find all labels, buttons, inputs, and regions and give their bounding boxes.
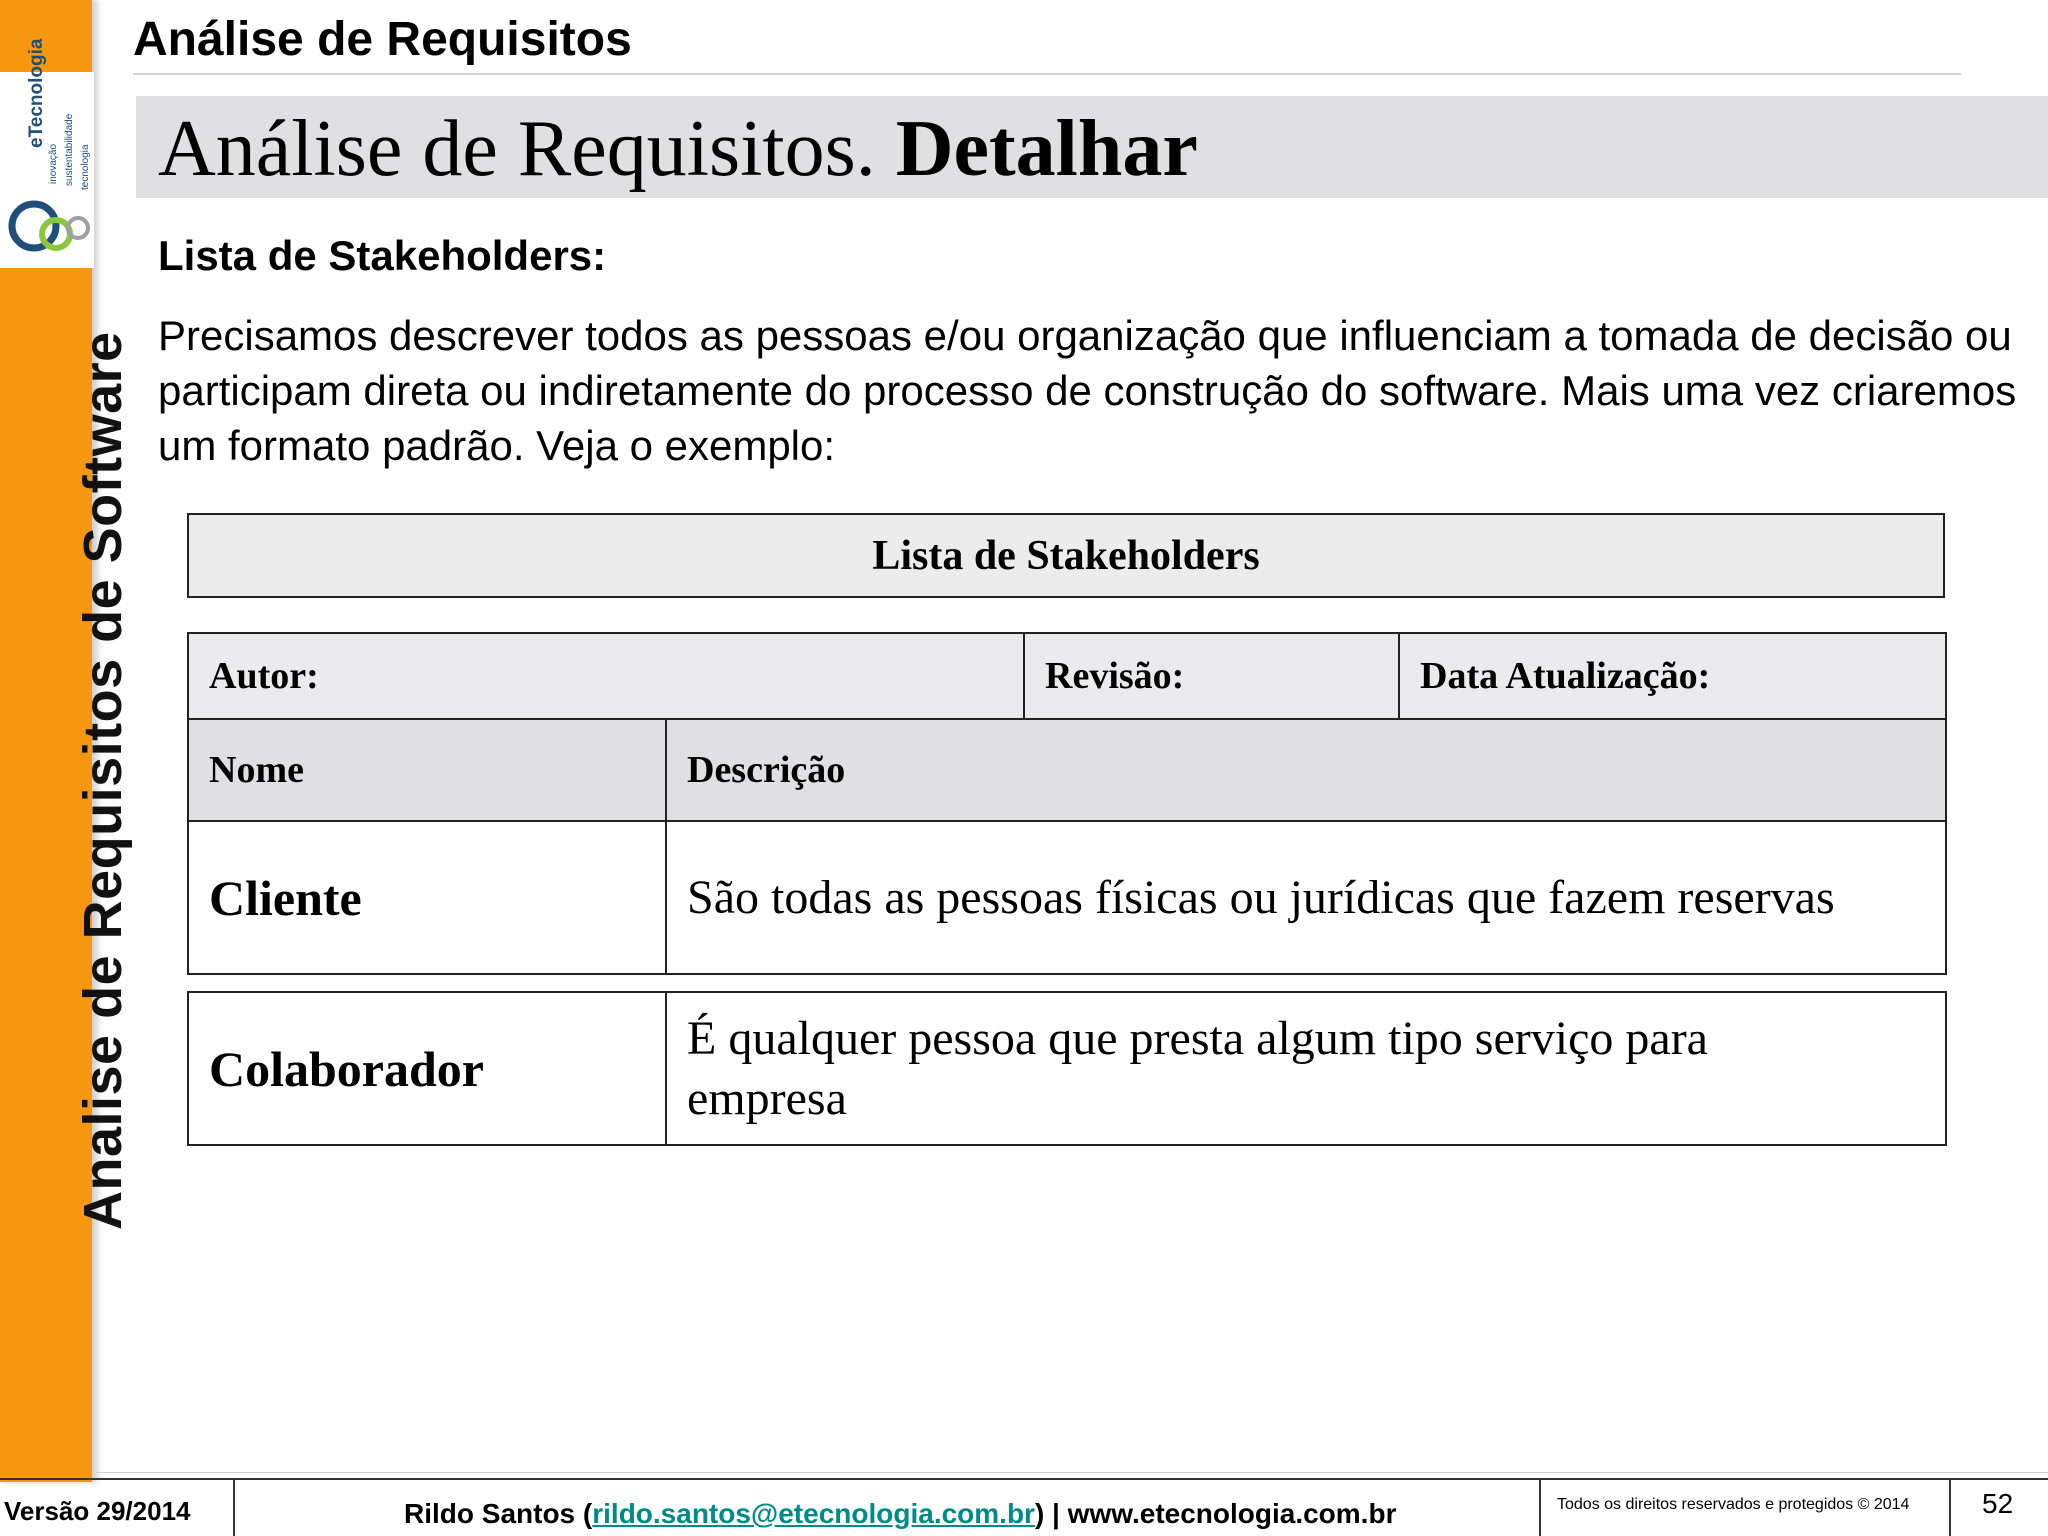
section-subheading: Lista de Stakeholders: [158, 232, 607, 279]
logo-tagline-2: sustentabilidade [64, 113, 75, 186]
footer-separator [233, 1480, 235, 1536]
stakeholders-table [187, 632, 1947, 975]
table-caption [187, 513, 1945, 598]
footer-author-prefix: Rildo Santos ( [404, 1498, 593, 1529]
stakeholder-name: Colaborador [188, 992, 666, 1145]
slide-title [158, 104, 1198, 195]
author-cell: Autor: [188, 633, 1024, 719]
revision-cell: Revisão: [1024, 633, 1399, 719]
table-header-row [188, 719, 1946, 821]
table-meta-row [188, 633, 1946, 719]
column-header-description: Descrição [666, 719, 1946, 821]
logo-name: eTecnologia [26, 38, 47, 148]
stakeholders-table-continued [187, 991, 1947, 1146]
footer-author [404, 1498, 1396, 1530]
header-divider [133, 73, 1961, 75]
logo-tagline-3: tecnologia [80, 144, 91, 190]
footer-separator [1539, 1480, 1541, 1536]
footer-divider [0, 1478, 2048, 1480]
footer-separator [1949, 1480, 1951, 1536]
table-row [188, 821, 1946, 974]
logo-tagline-1: inovação [48, 143, 59, 184]
author-email-link[interactable]: rildo.santos@etecnologia.com.br [592, 1498, 1035, 1529]
sidebar-vertical-title: Analise de Requisitos de Software [73, 331, 133, 1230]
update-date-cell: Data Atualização: [1399, 633, 1946, 719]
slide-title-bold: Detalhar [895, 105, 1198, 193]
stakeholder-description: São todas as pessoas físicas ou jurídicas que fazem reservas [666, 821, 1946, 974]
footer-top-line [96, 1472, 2048, 1473]
column-header-name: Nome [188, 719, 666, 821]
footer-author-suffix: ) | www.etecnologia.com.br [1034, 1498, 1397, 1529]
table-caption-text: Lista de Stakeholders [872, 532, 1260, 579]
footer-rights: Todos os direitos reservados e protegidos © 2014 [1557, 1496, 1910, 1513]
slide-title-banner [136, 96, 2048, 198]
intro-paragraph: Precisamos descrever todos as pessoas e/ou organização que influenciam a tomada de decisão ou participam direta ou indiretamente do processo de construção do software. Mais uma vez criaremos um formato padrão. Veja o exemplo: [158, 312, 2017, 469]
page-number: 52 [1982, 1488, 2014, 1519]
stakeholder-name: Cliente [188, 821, 666, 974]
stakeholder-description: É qualquer pessoa que presta algum tipo serviço para empresa [666, 992, 1946, 1145]
left-sidebar [0, 0, 133, 1482]
page-header-title: Análise de Requisitos [133, 13, 632, 66]
footer-version: Versão 29/2014 [4, 1496, 191, 1526]
table-row [188, 992, 1946, 1145]
slide-title-regular: Análise de Requisitos. [158, 105, 876, 193]
logo-rings-icon [4, 186, 94, 266]
